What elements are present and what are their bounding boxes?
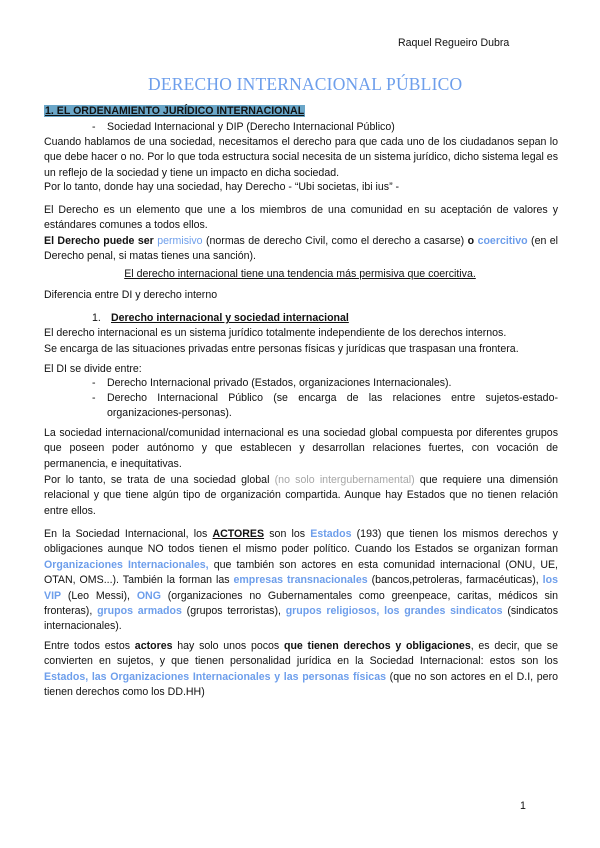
- paragraph: Cuando hablamos de una sociedad, necesitamos el derecho para que cada uno de los ciudadanos sepan lo que debe hacer o no. Por lo que toda estructura social necesita de un sistema jurídico, dicho sistema legal es un reflejo de la sociedad y tiene un impacto en dicha sociedad.: [44, 136, 558, 179]
- paragraph: [44, 473, 558, 519]
- bullet-dash: -: [92, 121, 96, 133]
- paragraph: [44, 639, 558, 701]
- text-span: (normas de derecho Civil, como el derecho a casarse): [206, 235, 465, 247]
- section-heading-text: 1. EL ORDENAMIENTO JURÍDICO INTERNACIONAL: [45, 105, 305, 117]
- author-name: Raquel Regueiro Dubra: [398, 37, 510, 49]
- paragraph: El derecho internacional es un sistema jurídico totalmente independiente de los derechos internos.: [44, 327, 507, 339]
- highlight-term: ONG: [136, 589, 161, 602]
- text-span: , es decir, que se convierten en sujetos, y que tienen personalidad jurídica en la Sociedad Internacional: estos son los: [44, 640, 558, 668]
- text-span: (sindicatos internacionales).: [44, 605, 558, 633]
- bullet-dash: -: [92, 392, 96, 404]
- subsection-heading: Derecho internacional y sociedad internacional: [111, 312, 349, 324]
- paragraph: La sociedad internacional/comunidad internacional es una sociedad global compuesta por diferentes grupos que poseen poder autónomo y que establecen y desarrollan relaciones fuertes, con vocación de permanencia, e inequitativas.: [44, 427, 558, 470]
- highlight-term: Estados: [310, 528, 352, 540]
- highlight-term: Organizaciones Internacionales,: [44, 558, 209, 571]
- page-number: 1: [520, 800, 526, 812]
- text-span: (bancos,petroleras, farmacéuticas),: [371, 574, 539, 587]
- bold-text: o: [467, 235, 475, 247]
- text-span: (en el Derecho penal, si matas tienes una sanción).: [44, 235, 559, 263]
- paragraph: El DI se divide entre:: [44, 363, 142, 375]
- bullet-item: Sociedad Internacional y DIP (Derecho Internacional Público): [107, 121, 395, 133]
- muted-text: (no solo intergubernamental): [274, 474, 415, 486]
- text-span: Entre todos estos: [44, 640, 131, 652]
- highlight-term: empresas transnacionales: [233, 574, 368, 587]
- bold-term: que tienen derechos y obligaciones: [283, 640, 471, 652]
- highlight-term: coercitivo: [477, 235, 528, 247]
- list-item: Derecho Internacional Público (se encarga de las relaciones entre sujetos-estado-organizaciones-personas).: [107, 392, 558, 420]
- bold-term: actores: [134, 640, 173, 652]
- paragraph: El Derecho es un elemento que une a los miembros de una comunidad en su aceptación de valores y estándares comunes a todos ellos.: [44, 204, 558, 232]
- text-span: (Leo Messi),: [67, 589, 131, 602]
- bold-text: El Derecho puede ser: [44, 235, 154, 247]
- highlight-term: permisivo: [157, 235, 203, 247]
- paragraph: Diferencia entre DI y derecho interno: [44, 289, 218, 301]
- text-span: (organizaciones no Gubernamentales como greenpeace, caritas, médicos sin fronteras),: [44, 589, 559, 618]
- bullet-dash: -: [92, 377, 96, 389]
- paragraph: Se encarga de las situaciones privadas entre personas físicas y jurídicas que traspasan una frontera.: [44, 343, 519, 355]
- highlight-term: los VIP: [44, 574, 558, 602]
- section-heading: [44, 104, 305, 119]
- subsection-number: 1.: [92, 312, 101, 324]
- underlined-statement: El derecho internacional tiene una tendencia más permisiva que coercitiva.: [124, 268, 476, 280]
- highlight-term: grupos armados: [97, 605, 182, 618]
- document-title: DERECHO INTERNACIONAL PÚBLICO: [148, 74, 463, 94]
- bold-term: ACTORES: [212, 528, 265, 540]
- text-span: que requiere una dimensión relacional y que tiene algún tipo de organización compartida. Aunque hay Estados que no tienen relación entre ellos.: [44, 474, 558, 517]
- text-span: hay solo unos pocos: [177, 640, 280, 652]
- text-span: (193) que tienen los mismos derechos y obligaciones aunque NO todos tienen el mismo poder político. Cuando los Estados se organizan forman: [44, 528, 558, 556]
- text-span: (grupos terroristas),: [186, 605, 281, 618]
- text-span: Por lo tanto, se trata de una sociedad global: [44, 474, 270, 486]
- paragraph: Por lo tanto, donde hay una sociedad, hay Derecho - “Ubi societas, ibi ius” -: [44, 181, 400, 193]
- text-span: que también son actores en esta comunidad internacional (ONU, UE, OTAN, OMS...). También la forman las: [44, 558, 558, 587]
- text-span: (que no son actores en el D.I, pero tienen derechos como los DD.HH): [44, 670, 558, 699]
- text-span: En la Sociedad Internacional, los: [44, 528, 208, 540]
- text-span: son los: [269, 528, 306, 540]
- paragraph: [44, 234, 558, 265]
- paragraph: [44, 527, 558, 635]
- list-item: Derecho Internacional privado (Estados, organizaciones Internacionales).: [107, 377, 452, 389]
- highlight-term: Estados, las Organizaciones Internacionales y las personas físicas: [44, 670, 386, 683]
- highlight-term: grupos religiosos, los grandes sindicatos: [285, 605, 503, 618]
